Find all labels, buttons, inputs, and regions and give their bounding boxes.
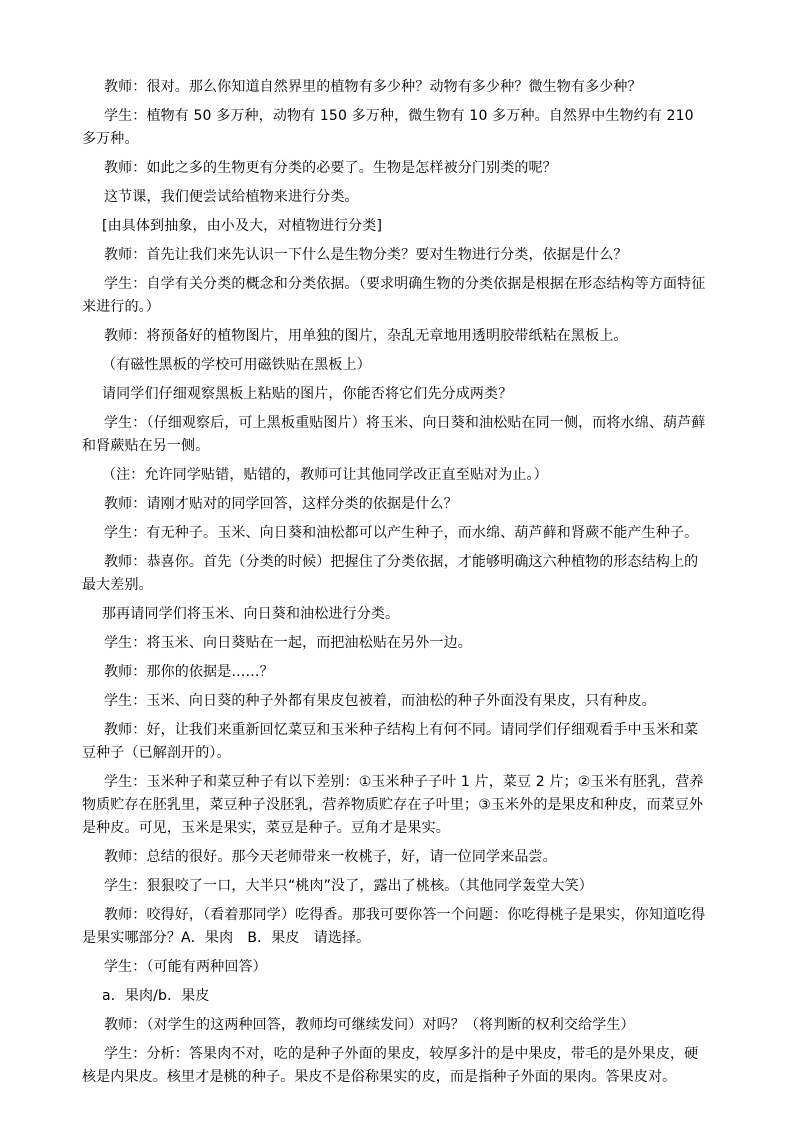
paragraph-student-bite: 学生：狠狠咬了一口，大半只“桃肉”没了，露出了桃核。（其他同学轰堂大笑）: [104, 878, 593, 894]
paragraph-student-sort-pictures: 学生：（仔细观察后，可上黑板重贴图片）将玉米、向日葵和油松贴在同一侧，而将水绵、葫芦藓和肾蕨贴在另一侧。: [82, 415, 706, 454]
paragraph-teacher-what-is-classification: 教师：首先让我们来先认识一下什么是生物分类？要对生物进行分类，依据是什么？: [104, 247, 628, 263]
paragraph-correction-note: （注：允许同学贴错，贴错的，教师可让其他同学改正直至贴对为止。）: [102, 467, 548, 483]
document-body: [82, 76, 712, 1095]
paragraph-classify-again: 那再请同学们将玉米、向日葵和油松进行分类。: [102, 606, 400, 622]
paragraph-student-seeds: 学生：有无种子。玉米、向日葵和油松都可以产生种子，而水绵、葫芦藓和肾蕨不能产生种子。: [104, 525, 699, 541]
paragraph-student-answer-species: 学生：植物有 50 多万种，动物有 150 多万种，微生物有 10 多万种。自然界中生物约有 210 多万种。: [82, 108, 694, 147]
paragraph-student-two-answers: 学生：（可能有两种回答）: [104, 959, 267, 975]
paragraph-answer-options: a．果肉/b．果皮: [102, 988, 210, 1004]
paragraph-teacher-peach: 教师：总结的很好。那今天老师带来一枚桃子，好，请一位同学来品尝。: [104, 849, 557, 865]
paragraph-teacher-need-classify: 教师：如此之多的生物更有分类的必要了。生物是怎样被分门别类的呢？: [104, 160, 557, 176]
paragraph-teacher-question-species: 教师：很对。那么你知道自然界里的植物有多少种？动物有多少种？微生物有多少种？: [104, 79, 642, 95]
paragraph-teacher-seed-structure: 教师：好，让我们来重新回忆菜豆和玉米种子结构上有何不同。请同学们仔细观看手中玉米和菜豆种子（已解剖开的）。: [82, 722, 699, 761]
paragraph-student-pericarp: 学生：玉米、向日葵的种子外都有果皮包被着，而油松的种子外面没有果皮，只有种皮。: [104, 693, 656, 709]
paragraph-magnet-note: （有磁性黑板的学校可用磁铁贴在黑板上）: [102, 357, 371, 373]
paragraph-teacher-question-part: 教师：咬得好，（看着那同学）吃得香。那我可要你答一个问题：你吃得桃子是果实，你知道吃得是果实哪部分？A．果肉 B．果皮 请选择。: [82, 907, 706, 946]
paragraph-student-group: 学生：将玉米、向日葵贴在一起，而把油松贴在另外一边。: [104, 635, 472, 651]
paragraph-student-differences: 学生：玉米种子和菜豆种子有以下差别：①玉米种子子叶 1 片，菜豆 2 片；②玉米有胚乳，营养物质贮存在胚乳里，菜豆种子没胚乳，营养物质贮存在子叶里；③玉米外的是果皮和种皮，而菜豆外是种皮。可见，玉米是果实，菜豆是种子。豆角才是果实。: [82, 774, 704, 836]
paragraph-lesson-intro: 这节课，我们便尝试给植物来进行分类。: [104, 189, 359, 205]
paragraph-section-note: [由具体到抽象，由小及大，对植物进行分类]: [102, 218, 383, 234]
paragraph-teacher-ask-reason: 教师：那你的依据是……？: [104, 664, 274, 680]
paragraph-student-analysis: 学生：分析：答果肉不对，吃的是种子外面的果皮，较厚多汁的是中果皮，带毛的是外果皮，硬核是内果皮。核里才是桃的种子。果皮不是俗称果实的皮，而是指种子外面的果肉。答果皮对。: [82, 1046, 699, 1085]
paragraph-teacher-ask-basis: 教师：请刚才贴对的同学回答，这样分类的依据是什么？: [104, 496, 458, 512]
paragraph-teacher-follow-up: 教师：（对学生的这两种回答，教师均可继续发问）对吗？（将判断的权利交给学生）: [104, 1017, 635, 1033]
paragraph-teacher-congrats: 教师：恭喜你。首先（分类的时候）把握住了分类依据，才能够明确这六种植物的形态结构上的最大差别。: [82, 554, 699, 593]
paragraph-observe-request: 请同学们仔细观察黑板上粘贴的图片，你能否将它们先分成两类？: [102, 386, 513, 402]
paragraph-student-self-study: 学生：自学有关分类的概念和分类依据。（要求明确生物的分类依据是根据在形态结构等方面特征来进行的。）: [82, 276, 706, 315]
paragraph-teacher-pictures: 教师：将预备好的植物图片，用单独的图片，杂乱无章地用透明胶带纸粘在黑板上。: [104, 328, 628, 344]
